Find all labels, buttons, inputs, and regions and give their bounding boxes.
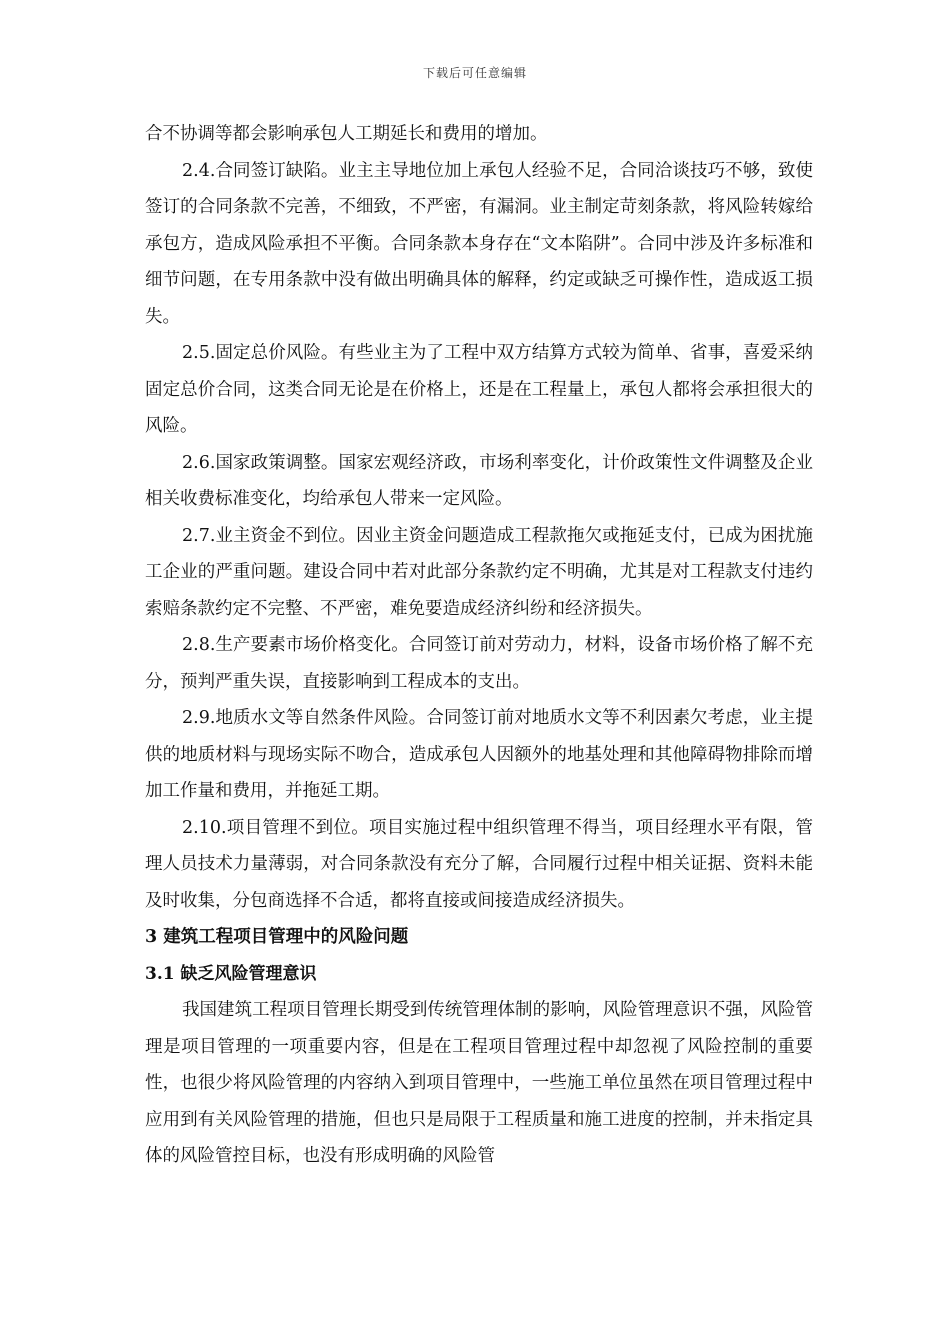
paragraph-2-9: 2.9.地质水文等自然条件风险。合同签订前对地质水文等不利因素欠考虑，业主提供的地质材料与现场实际不吻合，造成承包人因额外的地基处理和其他障碍物排除而增加工作量和费用，并拖延工期。 [145, 708, 813, 801]
paragraph-2-7: 2.7.业主资金不到位。因业主资金问题造成工程款拖欠或拖延支付，已成为困扰施工企业的严重问题。建设合同中若对此部分条款约定不明确，尤其是对工程款支付违约索赔条款约定不完整、不严密，难免要造成经济纠纷和经济损失。 [145, 525, 813, 619]
paragraph-2-6: 2.6.国家政策调整。国家宏观经济政，市场利率变化，计价政策性文件调整及企业相关收费标准变化，均给承包人带来一定风险。 [145, 452, 813, 509]
paragraph-3-1: 我国建筑工程项目管理长期受到传统管理体制的影响，风险管理意识不强，风险管理是项目管理的一项重要内容，但是在工程项目管理过程中却忽视了风险控制的重要性，也很少将风险管理的内容纳入到项目管理中，一些施工单位虽然在项目管理过程中应用到有关风险管理的措施，但也只是局限于工程质量和施工进度的控制，并未指定具体的风险管控目标，也没有形成明确的风险管 [145, 1000, 813, 1166]
paragraph-2-10: 2.10.项目管理不到位。项目实施过程中组织管理不得当，项目经理水平有限，管理人员技术力量薄弱，对合同条款没有充分了解，合同履行过程中相关证据、资料未能及时收集，分包商选择不合适，都将直接或间接造成经济损失。 [145, 817, 813, 911]
paragraph-2-5: 2.5.固定总价风险。有些业主为了工程中双方结算方式较为简单、省事，喜爱采纳固定总价合同，这类合同无论是在价格上，还是在工程量上，承包人都将会承担很大的风险。 [145, 343, 813, 436]
page-header-note: 下载后可任意编辑 [422, 66, 527, 80]
section-heading-3: 3 建筑工程项目管理中的风险问题 [145, 927, 409, 947]
paragraph-2-8: 2.8.生产要素市场价格变化。合同签订前对劳动力，材料，设备市场价格了解不充分，预判严重失误，直接影响到工程成本的支出。 [145, 635, 813, 692]
paragraph-continuation: 合不协调等都会影响承包人工期延长和费用的增加。 [145, 124, 548, 144]
subsection-heading-3-1: 3.1 缺乏风险管理意识 [145, 963, 317, 984]
document-body [145, 116, 813, 1175]
paragraph-2-4: 2.4.合同签订缺陷。业主主导地位加上承包人经验不足，合同洽谈技巧不够，致使签订的合同条款不完善，不细致，不严密，有漏洞。业主制定苛刻条款，将风险转嫁给承包方，造成风险承担不平衡。合同条款本身存在“文本陷阱”。合同中涉及许多标准和细节问题，在专用条款中没有做出明确具体的解释，约定或缺乏可操作性，造成返工损失。 [145, 160, 813, 327]
